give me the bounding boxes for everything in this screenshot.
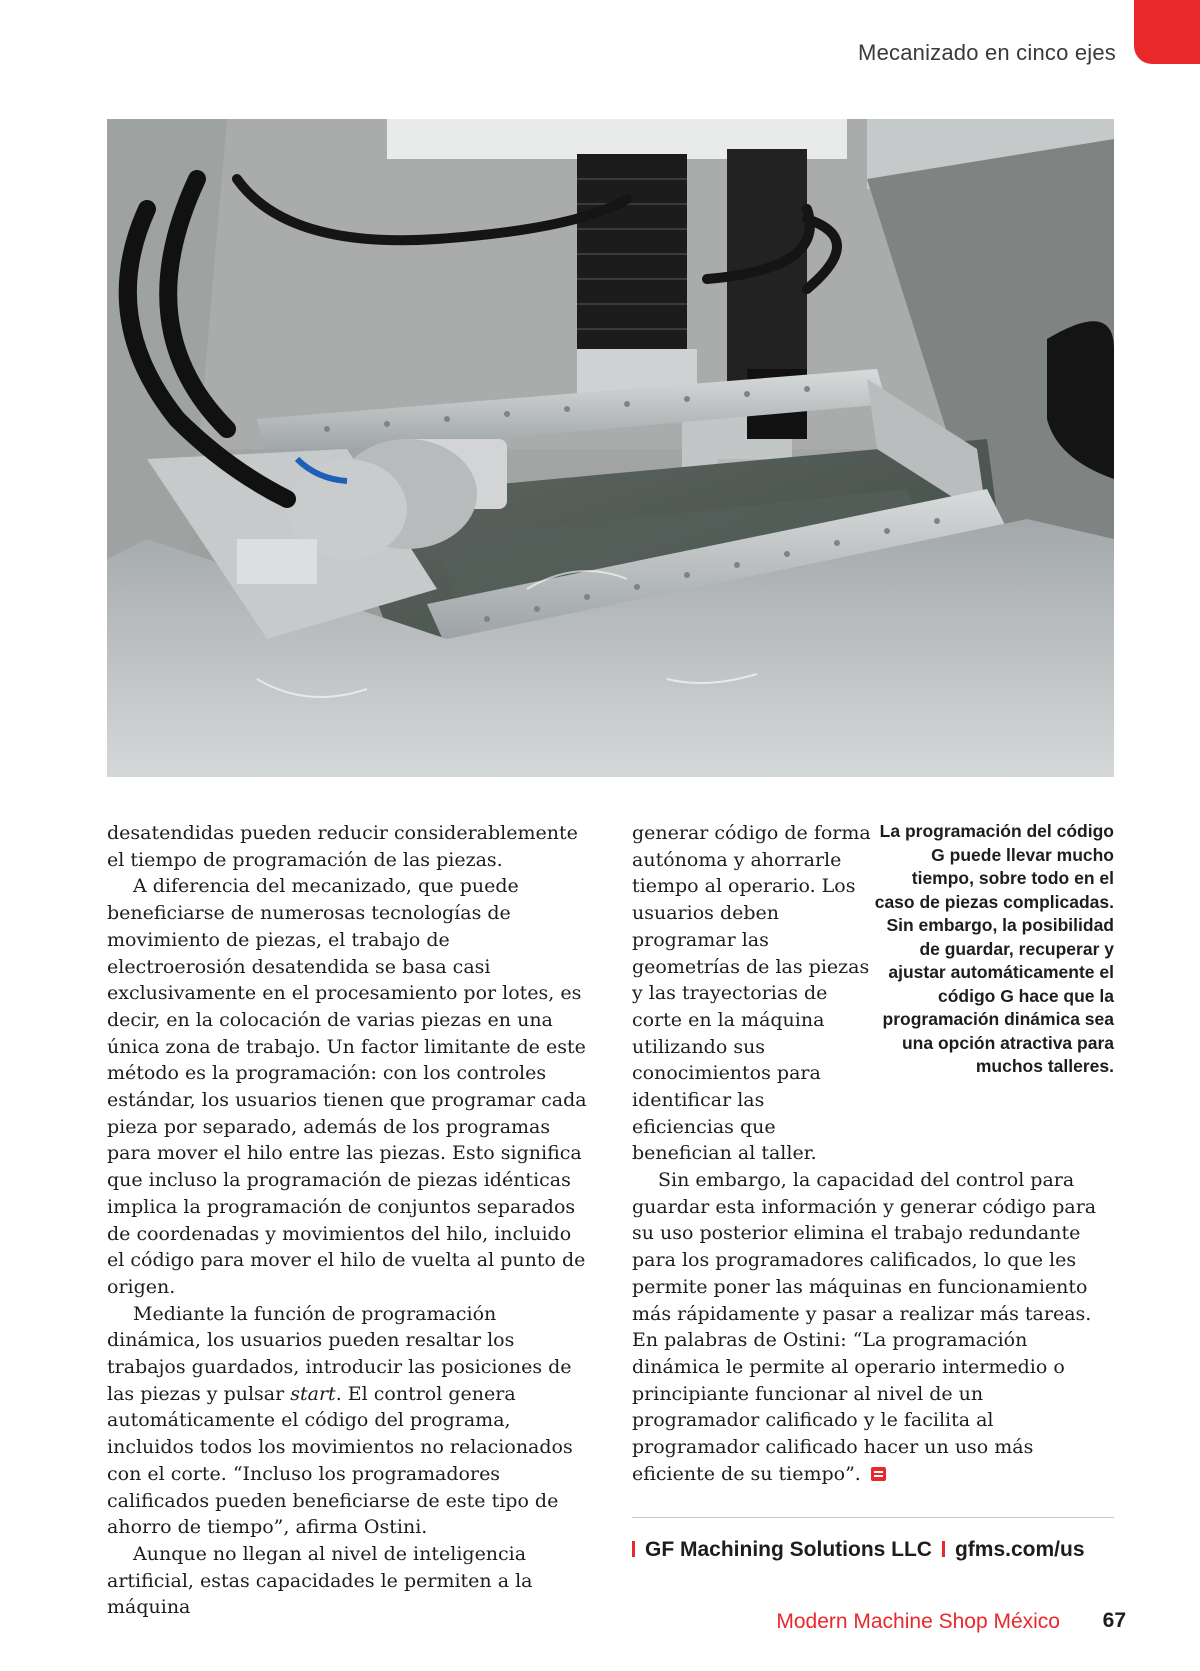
end-of-article-icon [871,1467,886,1481]
paragraph: Aunque no llegan al nivel de inteligencia artificial, estas capacidades le permiten a la máquina [107,1542,533,1619]
section-color-tab [1134,0,1200,64]
divider [632,1517,1114,1518]
paragraph [107,1301,587,1541]
article-photo [107,119,1114,777]
paragraph-text: . El control genera automáticamente el código del programa, incluidos todos los movimientos no relacionados con el corte. “Incluso los programadores calificados pueden beneficiarse de este tipo de ahorro de tiempo”, afirma Ostini. [107,1382,573,1539]
paragraph: generar código de forma autónoma y ahorrarle tiempo al operario. Los usuarios deben programar las geometrías de las piezas y las trayectorias de corte en la máquina utilizando sus conocimientos para identificar las eficiencias que benefician al taller. [632,822,871,1165]
photo-caption: La programación del código G puede llevar mucho tiempo, sobre todo en el caso de piezas complicadas. Sin embargo, la posibilidad de guardar, recuperar y ajustar automáticamente el código G hace que la programación dinámica sea una opción atractiva para muchos talleres. [874,821,1114,1076]
paragraph-text: Mediante la función de programación dinámica, los usuarios pueden resaltar los trabajos guardados, introducir las posiciones de las piezas y pulsar [107,1302,572,1405]
page-number: 67 [1102,1609,1126,1632]
paragraph: desatendidas pueden reducir considerablemente el tiempo de programación de las piezas. [107,822,578,871]
article-column-middle [632,820,872,1167]
separator-bar [632,1541,635,1557]
paragraph-text: Sin embargo, la capacidad del control para guardar esta información y generar código para su uso posterior elimina el trabajo redundante para los programadores calificados, lo que les permite poner las máquinas en funcionamiento más rápidamente y pasar a realizar más tareas. En palabras de Ostini: “La programación dinámica le permite al operario intermedio o principiante funcionar al nivel de un programador calificado y le facilita al programador calificado hacer un uso más eficiente de su tiempo”. [632,1169,1097,1485]
article-column-left [107,820,587,1621]
company-name: GF Machining Solutions LLC [645,1538,932,1561]
separator-bar [942,1541,945,1557]
contact-line [632,1538,1085,1562]
article-column-right [632,1167,1114,1487]
paragraph [632,1167,1114,1487]
section-title: Mecanizado en cinco ejes [858,40,1116,65]
italic-term: start [290,1382,336,1405]
edm-machine-photo [107,119,1114,777]
paragraph: A diferencia del mecanizado, que puede beneficiarse de numerosas tecnologías de movimiento de piezas, el trabajo de electroerosión desatendida se basa casi exclusivamente en el procesamiento por lotes, es decir, en la colocación de varias piezas en una única zona de trabajo. Un factor limitante de este método es la programación: con los controles estándar, los usuarios tienen que programar cada pieza por separado, además de los programas para mover el hilo entre las piezas. Esto significa que incluso la programación de piezas idénticas implica la programación de conjuntos separados de coordenadas y movimientos del hilo, incluido el código para mover el hilo de vuelta al punto de origen. [107,875,587,1298]
company-website[interactable]: gfms.com/us [954,1538,1085,1561]
magazine-name: Modern Machine Shop México [776,1610,1060,1633]
